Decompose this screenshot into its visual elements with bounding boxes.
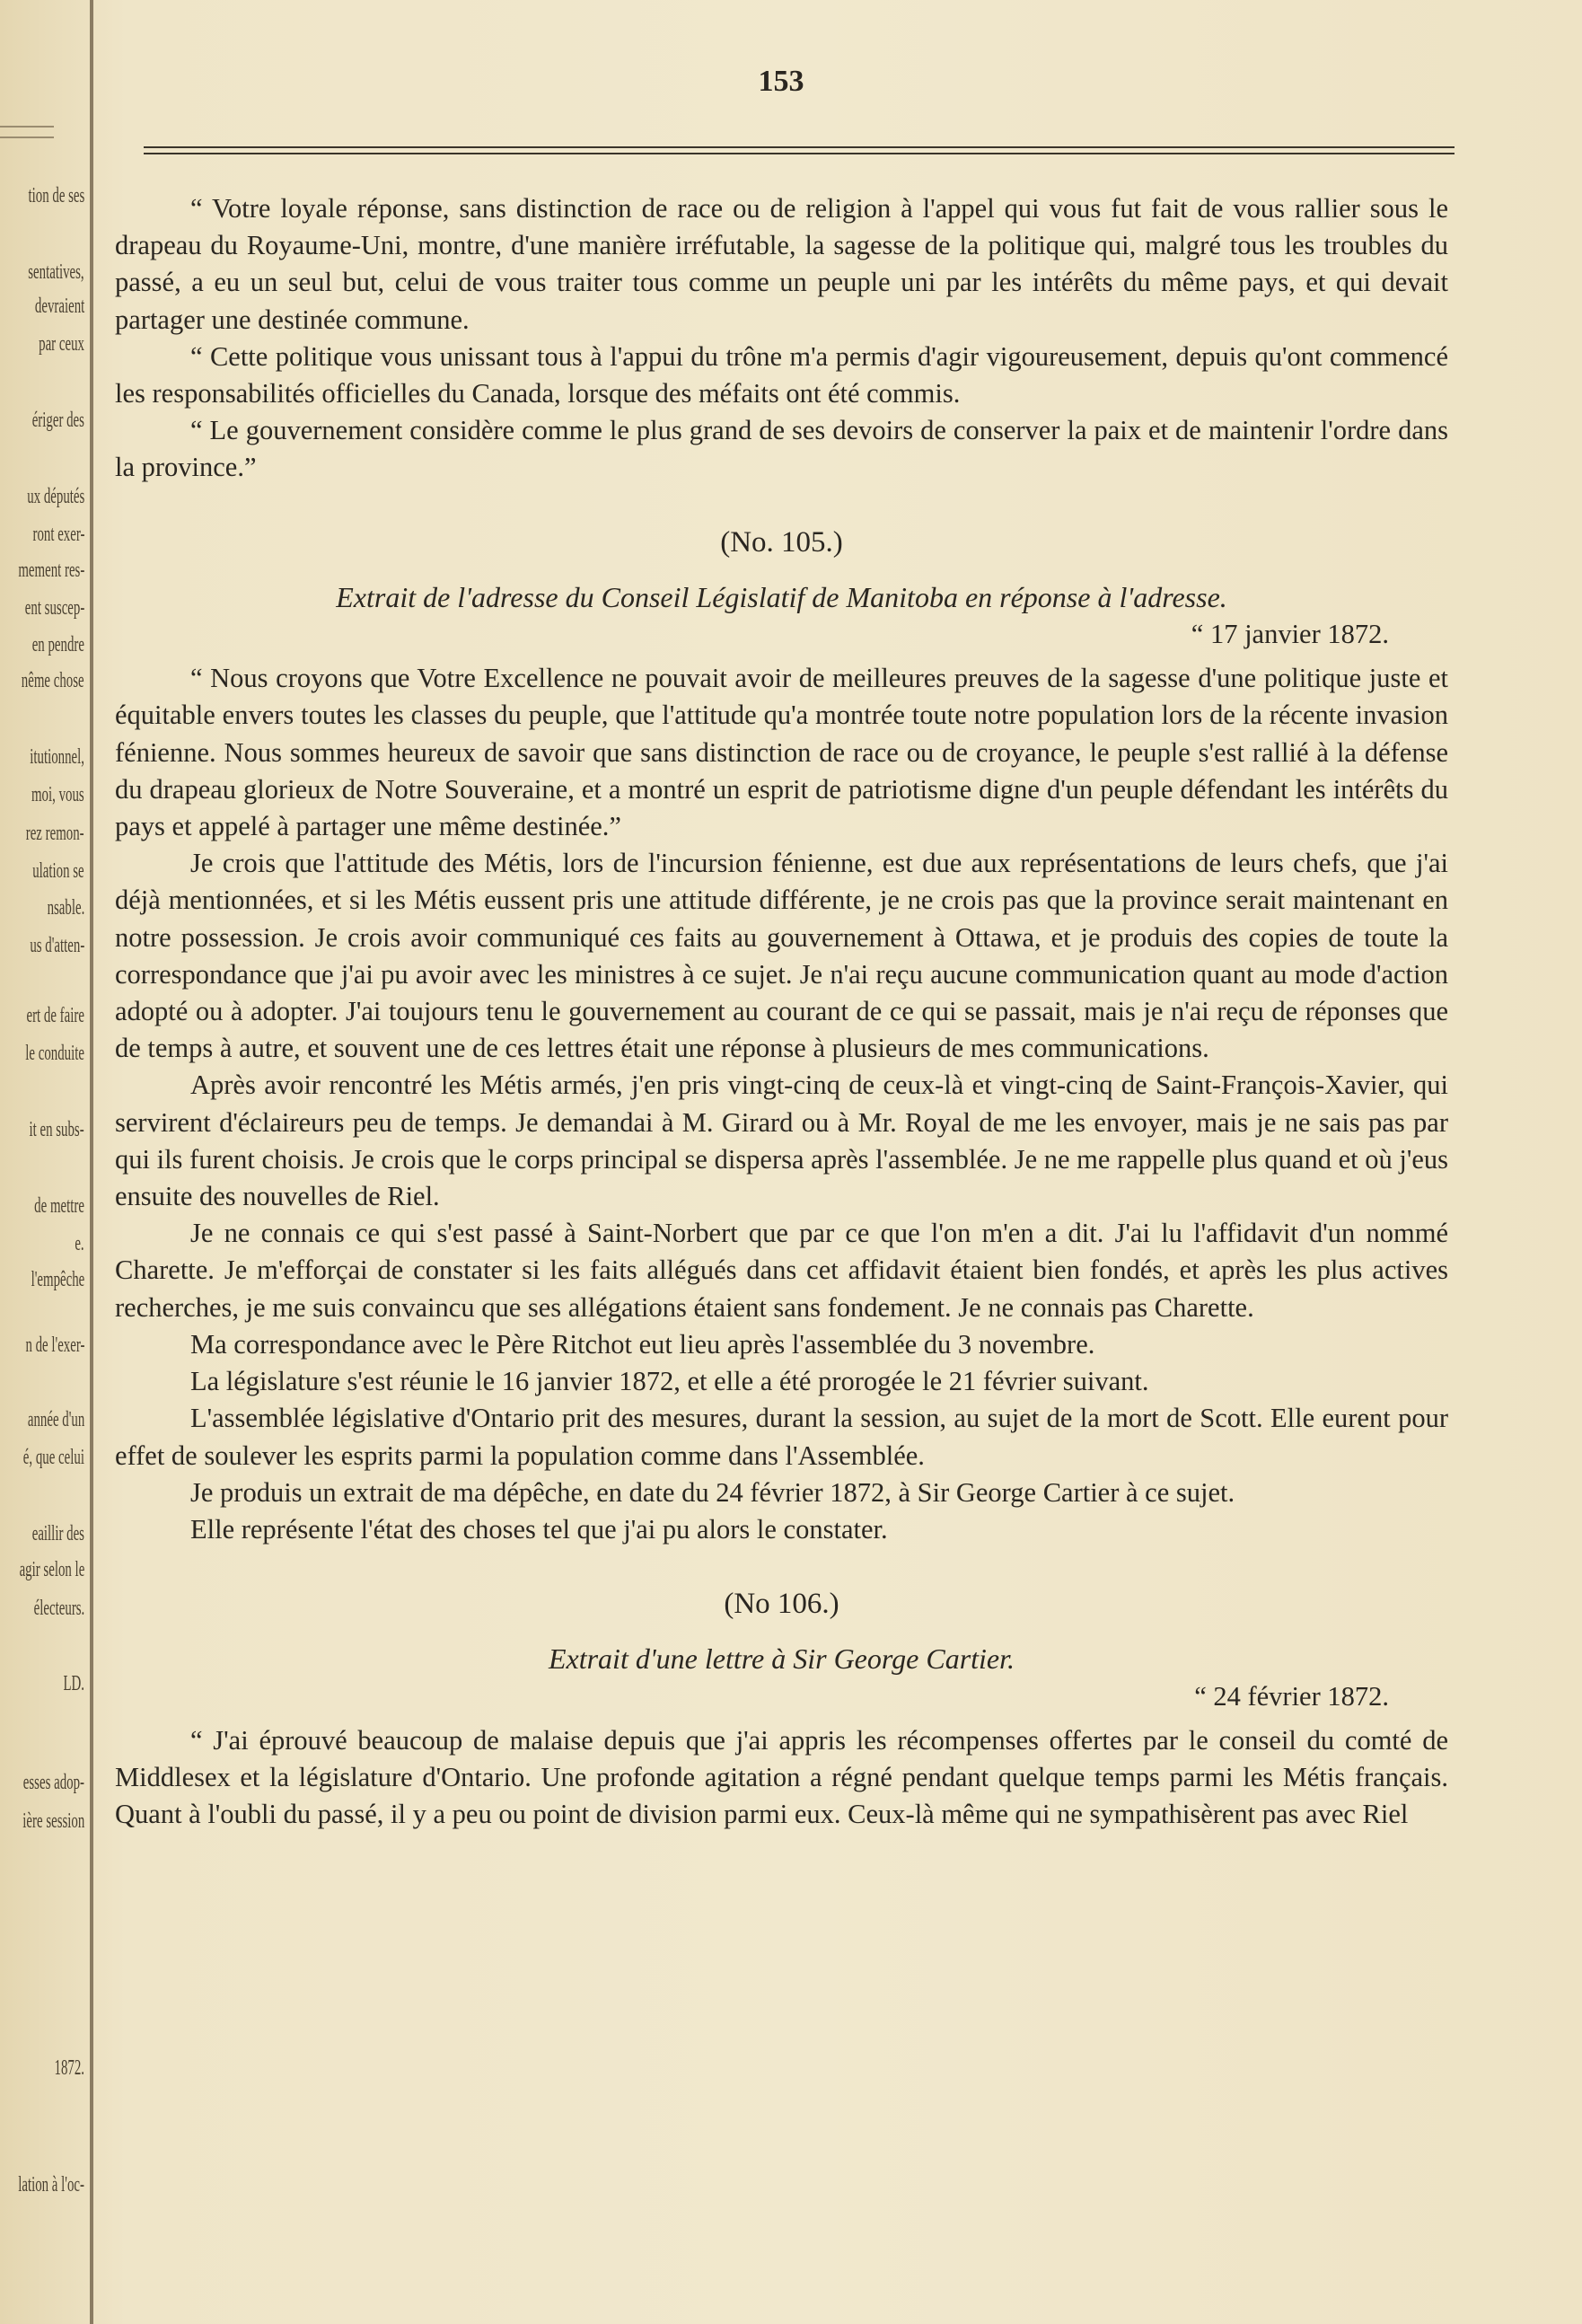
paragraph: La législature s'est réunie le 16 janvier 1872, et elle a été prorogée le 21 février suivant. [190, 1366, 1149, 1397]
margin-fragment: nsable. [47, 896, 84, 920]
header-rule-bottom [144, 153, 1455, 154]
paragraph: Après avoir rencontré les Métis armés, j'en pris vingt-cinq de ceux-là et vingt-cinq de Saint-François-Xavier, qui servirent d'éclaireurs peu de temps. Je demandai à M. Girard ou à Mr. Royal de me les envoyer, mais je ne sais pas par qui ils furent choisis. Je crois que le corps principal se dispersa après l'assemblée. Je ne me rappelle plus quand et où j'eus ensuite des nouvelles de Riel. [115, 1070, 1448, 1212]
margin-fragment: 1872. [54, 2056, 84, 2080]
margin-fragment: l'empêche [31, 1268, 84, 1291]
paragraph: “ J'ai éprouvé beaucoup de malaise depuis que j'ai appris les récompenses offertes par le conseil du comté de Middlesex et la législature d'Ontario. Une profonde agitation a régné pendant quelque temps parmi les Métis français. Quant à l'oubli du passé, il y a peu ou point de division parmi eux. Ceux-là même qui ne sympathisèrent pas avec Riel [115, 1724, 1448, 1830]
margin-fragment: moi, vous [31, 783, 84, 806]
margin-fragment: ulation se [32, 859, 84, 883]
margin-fragment: us d'atten- [30, 934, 84, 957]
margin-fragment: ière session [22, 1809, 84, 1833]
margin-fragment: nême chose [22, 669, 84, 692]
margin-fragment: par ceux [39, 332, 84, 356]
paragraph: Ma correspondance avec le Père Ritchot eut lieu après l'assemblée du 3 novembre. [190, 1328, 1095, 1360]
body-text [115, 190, 1448, 1833]
extract-date: “ 24 février 1872. [1194, 1680, 1389, 1712]
margin-fragment: eaillir des [31, 1522, 84, 1545]
left-margin-bleed [0, 0, 97, 2324]
margin-rule [0, 126, 54, 128]
margin-fragment: ert de faire [26, 1004, 84, 1027]
paragraph: “ Cette politique vous unissant tous à l'appui du trône m'a permis d'agir vigoureusement, depuis qu'ont commencé les responsabilités officielles du Canada, lorsque des méfaits ont été commis. [115, 340, 1448, 409]
margin-fragment: LD. [63, 1672, 84, 1695]
margin-fragment: agir selon le [19, 1558, 84, 1581]
paragraph: Elle représente l'état des choses tel que j'ai pu alors le constater. [190, 1513, 888, 1545]
margin-fragment: de mettre [34, 1194, 84, 1218]
margin-fragment: mement res- [18, 559, 84, 582]
margin-fragment: devraient [34, 295, 84, 318]
margin-fragment: ent suscep- [24, 596, 84, 620]
margin-fragment: e. [75, 1232, 84, 1255]
extract-title: Extrait de l'adresse du Conseil Législatif de Manitoba en réponse à l'adresse. [336, 580, 1227, 613]
margin-fragment: itutionnel, [30, 745, 84, 769]
document-number: (No 106.) [724, 1588, 839, 1621]
binding-edge [90, 0, 93, 2324]
margin-fragment: it en subs- [29, 1118, 84, 1141]
margin-fragment: le conduite [25, 1042, 84, 1065]
paragraph: “ Nous croyons que Votre Excellence ne pouvait avoir de meilleures preuves de la sagesse d'une politique juste et équitable envers toutes les classes du peuple, que l'attitude qu'a montrée toute notre population lors de la récente invasion fénienne. Nous sommes heureux de savoir que sans distinction de race ou de croyance, le peuple s'est rallié à la défense du drapeau glorieux de Notre Souveraine, et a montré un esprit de patriotisme digne d'un peuple défendant les intérêts du pays et appelé à partager une même destinée.” [115, 663, 1448, 842]
extract-title: Extrait d'une lettre à Sir George Cartier. [548, 1642, 1015, 1676]
header-rule-top [144, 146, 1455, 148]
margin-fragment: en pendre [31, 633, 84, 656]
margin-fragment: esses adop- [22, 1771, 84, 1794]
margin-fragment: année d'un [27, 1408, 84, 1431]
paragraph: “ Votre loyale réponse, sans distinction de race ou de religion à l'appel qui vous fut fait de vous rallier sous le drapeau du Royaume-Uni, montre, d'une manière irréfutable, la sagesse de la politique qui, malgré tous les troubles du passé, a eu un seul but, celui de vous traiter tous comme un peuple uni par les intérêts du même pays, et qui devait partager une destinée commune. [115, 193, 1448, 335]
margin-fragment: électeurs. [33, 1597, 84, 1620]
paragraph: Je produis un extrait de ma dépêche, en date du 24 février 1872, à Sir George Cartier à ce sujet. [190, 1476, 1235, 1508]
extract-date: “ 17 janvier 1872. [1191, 619, 1389, 650]
margin-fragment: é, que celui [22, 1446, 84, 1469]
margin-fragment: tion de ses [28, 184, 84, 207]
margin-fragment: ront exer- [32, 523, 84, 546]
margin-rule [0, 136, 54, 138]
paragraph: Je crois que l'attitude des Métis, lors de l'incursion fénienne, est due aux représentations de leurs chefs, que j'ai déjà mentionnées, et si les Métis eussent pris une attitude différente, je ne crois pas que la province serait maintenant en notre possession. Je crois avoir communiqué ces faits au gouvernement à Ottawa, et je produis des copies de toute la correspondance que j'ai pu avoir avec les ministres à ce sujet. Je n'ai reçu aucune communication quant au mode d'action adopté ou à adopter. J'ai toujours tenu le gouvernement au courant de ce qui se passait, mais je n'ai reçu de réponses que de temps à autre, et souvent une de ces lettres était une réponse à plusieurs de mes communications. [115, 848, 1448, 1064]
paragraph: Je ne connais ce qui s'est passé à Saint-Norbert que par ce que l'on m'en a dit. J'ai lu l'affidavit d'un nommé Charette. Je m'efforçai de constater si les faits allégués dans cet affidavit étaient bien fondés, et après les plus actives recherches, je me suis convaincu que ses allégations étaient sans fondement. Je ne connais pas Charette. [115, 1218, 1448, 1323]
paragraph: “ Le gouvernement considère comme le plus grand de ses devoirs de conserver la paix et de maintenir l'ordre dans la province.” [115, 415, 1448, 483]
paragraph: L'assemblée législative d'Ontario prit des mesures, durant la session, au sujet de la mort de Scott. Elle eurent pour effet de soulever les esprits parmi la population comme dans l'Assemblée. [115, 1403, 1448, 1471]
document-number: (No. 105.) [720, 525, 843, 559]
margin-fragment: lation à l'oc- [18, 2173, 84, 2196]
margin-fragment: n de l'exer- [24, 1334, 84, 1357]
page-number: 153 [758, 65, 804, 98]
margin-fragment: ux députés [26, 485, 84, 508]
margin-fragment: rez remon- [26, 822, 84, 845]
margin-fragment: ériger des [31, 409, 84, 432]
margin-fragment: sentatives, [28, 260, 84, 284]
